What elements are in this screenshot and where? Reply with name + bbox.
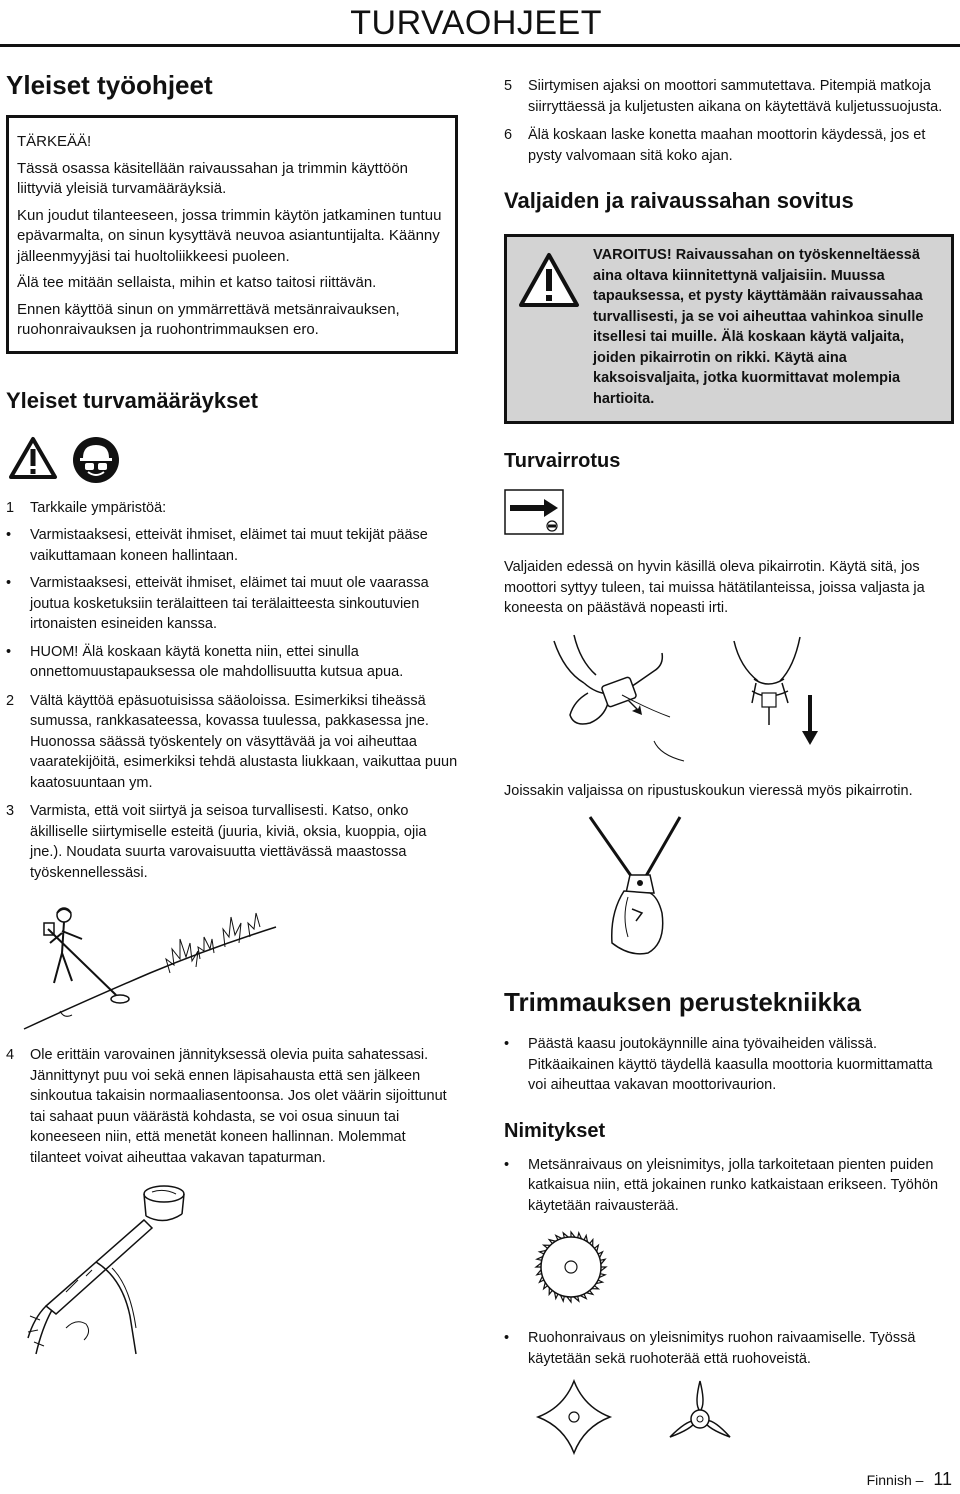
notice-paragraph-4: Ennen käyttöä sinun on ymmärrettävä metsänraivauksen, ruohonraivauksen ja ruohontrimmauksen ero. bbox=[17, 300, 400, 338]
heading-general-instructions: Yleiset työohjeet bbox=[6, 70, 213, 100]
grass-blade-icon bbox=[534, 1377, 614, 1457]
header-rule bbox=[0, 44, 960, 47]
numbered-item-3: 3 Varmista, että voit siirtyä ja seisoa turvallisesti. Katso, onko äkilliselle siirtymiselle esteitä (juuria, kiviä, oksia, kuoppia, ojia jne.). Noudata suurta varovaisuutta viettävässä maastossa työskennellessäsi. bbox=[6, 803, 427, 881]
notice-paragraph-2: Kun joudut tilanteeseen, jossa trimmin käytön jatkaminen tuntuu epävarmalta, on sinun kysyttävä neuvoa asiantuntijalta. Käänny jälleenmyyjäsi tai huoltoliikkeesi puoleen. bbox=[17, 206, 442, 265]
safety-icons bbox=[8, 436, 458, 484]
general-safety-list bbox=[6, 498, 458, 884]
hook-release-illustration bbox=[570, 813, 700, 963]
tensioned-tree-illustration bbox=[26, 1168, 226, 1358]
worker-on-slope-illustration bbox=[20, 903, 280, 1033]
grass-knife-icon bbox=[660, 1377, 740, 1457]
important-notice-box bbox=[6, 115, 458, 354]
warning-box bbox=[504, 234, 954, 424]
warning-triangle-icon bbox=[8, 436, 58, 480]
numbered-item-1: 1 Tarkkaile ympäristöä: bbox=[6, 499, 167, 516]
left-column bbox=[6, 70, 458, 1358]
warning-triangle-icon bbox=[517, 251, 581, 311]
heading-general-safety: Yleiset turvamääräykset bbox=[6, 387, 258, 413]
right-column bbox=[504, 76, 954, 1457]
footer-language: Finnish bbox=[866, 1472, 912, 1488]
notice-paragraph-3: Älä tee mitään sellaista, mihin et katso taitosi riittävän. bbox=[17, 274, 377, 291]
numbered-item-4: 4 Ole erittäin varovainen jännityksessä olevia puita sahatessasi. Jännittynyt puu voi sekä ennen läpisahausta että sen jälkeen sinkoutua takaisin normaaliasentoonsa. Jos olet väärin sijoittunut tai sahaat puun väärästä kohdasta, se voi osua sinuun tai koneeseen niin, että menetät koneen hallinnan. Molemmat tilanteet voivat aiheuttaa vakavan tapaturman. bbox=[6, 1047, 447, 1166]
notice-paragraph-1: Tässä osassa käsitellään raivaussahan ja trimmin käyttöön liittyviä yleisiä turvamääräyksiä. bbox=[17, 159, 409, 197]
heading-quick-release: Turvairrotus bbox=[504, 450, 621, 472]
heading-harness-fitting: Valjaiden ja raivaussahan sovitus bbox=[504, 188, 854, 213]
page-header-title: TURVAOHJEET bbox=[350, 4, 602, 42]
technique-bullet: • Päästä kaasu joutokäynnille aina työvaiheiden välissä. Pitkäaikainen käyttö täydellä kaasulla moottoria kuormittamatta voi aiheuttaa vakavan moottorivaurion. bbox=[504, 1036, 933, 1093]
heading-trimming-technique: Trimmauksen perustekniikka bbox=[504, 987, 861, 1017]
bullet-item: • Varmistaaksesi, etteivät ihmiset, eläimet tai muut ole vaarassa joutua kosketuksiin terälaitteen tai terälaitteesta sinkoutuvien irtonaisten esineiden kanssa. bbox=[6, 575, 429, 632]
terminology-bullet-1: • Metsänraivaus on yleisnimitys, jolla tarkoitetaan pienten puiden katkaisua niin, että jokainen runko katkaistaan erikseen. Työhön käytetään raivausterää. bbox=[504, 1156, 939, 1214]
page-number: 11 bbox=[933, 1469, 952, 1489]
quick-release-text: Valjaiden edessä on hyvin käsillä oleva pikairrotin. Käytä sitä, jos moottori syttyy tuleen, tai muissa hätätilanteissa, joissa valjasta ja koneesta on päästävä nopeasti irti. bbox=[504, 559, 925, 616]
heading-terminology: Nimitykset bbox=[504, 1119, 606, 1142]
protective-gear-icon bbox=[72, 436, 120, 484]
notice-label: TÄRKEÄÄ! bbox=[17, 133, 92, 150]
numbered-item-6: 6 Älä koskaan laske konetta maahan moottorin käydessä, jos et pysty valvomaan sitä koko ajan. bbox=[504, 127, 926, 164]
numbered-item-5: 5 Siirtymisen ajaksi on moottori sammutettava. Pitempiä matkoja siirryttäessä ja kuljetusten aikana on käytettävä kuljetussuojusta. bbox=[504, 78, 943, 115]
footer-separator: – bbox=[915, 1472, 924, 1488]
quick-release-symbol bbox=[504, 489, 564, 535]
grass-blades bbox=[534, 1377, 954, 1457]
bullet-item: • Varmistaaksesi, etteivät ihmiset, eläimet tai muut tekijät pääse vaikuttamaan koneen hallintaan. bbox=[6, 527, 428, 564]
warning-text: VAROITUS! Raivaussahan on työskenneltäessä aina oltava kiinnitettynä valjaisiin. Muussa tapauksessa, et pysty käyttämään raivaussahaa turvallisesti, ja se voi aiheuttaa vahinkoa sinulle itsellesi tai muille. Älä koskaan käytä valjaita, joiden pikairrotin on rikki. Käytä aina kaksoisvaljaita, jotka kuormittavat molempia hartioita. bbox=[593, 247, 924, 407]
bullet-item: • HUOM! Älä koskaan käytä konetta niin, ettei sinulla onnettomuustapauksessa ole mahdollisuutta kutsua apua. bbox=[6, 643, 404, 680]
terminology-bullet-2: • Ruohonraivaus on yleisnimitys ruohon raivaamiselle. Työssä käytetään sekä ruohoterää että ruohoveistä. bbox=[504, 1330, 916, 1367]
saw-blade-icon bbox=[534, 1230, 608, 1304]
page-footer bbox=[867, 1469, 952, 1490]
hook-release-text: Joissakin valjaissa on ripustuskoukun vieressä myös pikairrotin. bbox=[504, 782, 913, 799]
numbered-item-2: 2 Vältä käyttöä epäsuotuisissa sääoloissa. Esimerkiksi tiheässä sumussa, rankkasateessa, kovassa tuulessa, pakkasessa jne. Huonossa säässä työskentely on väsyttävää ja voi aiheuttaa vaaratekijöitä, esimerkiksi tehdä alustasta liukkaan, vaikuttaa puun kaatosuuntaan ym. bbox=[6, 692, 458, 791]
harness-release-illustration bbox=[544, 631, 824, 771]
